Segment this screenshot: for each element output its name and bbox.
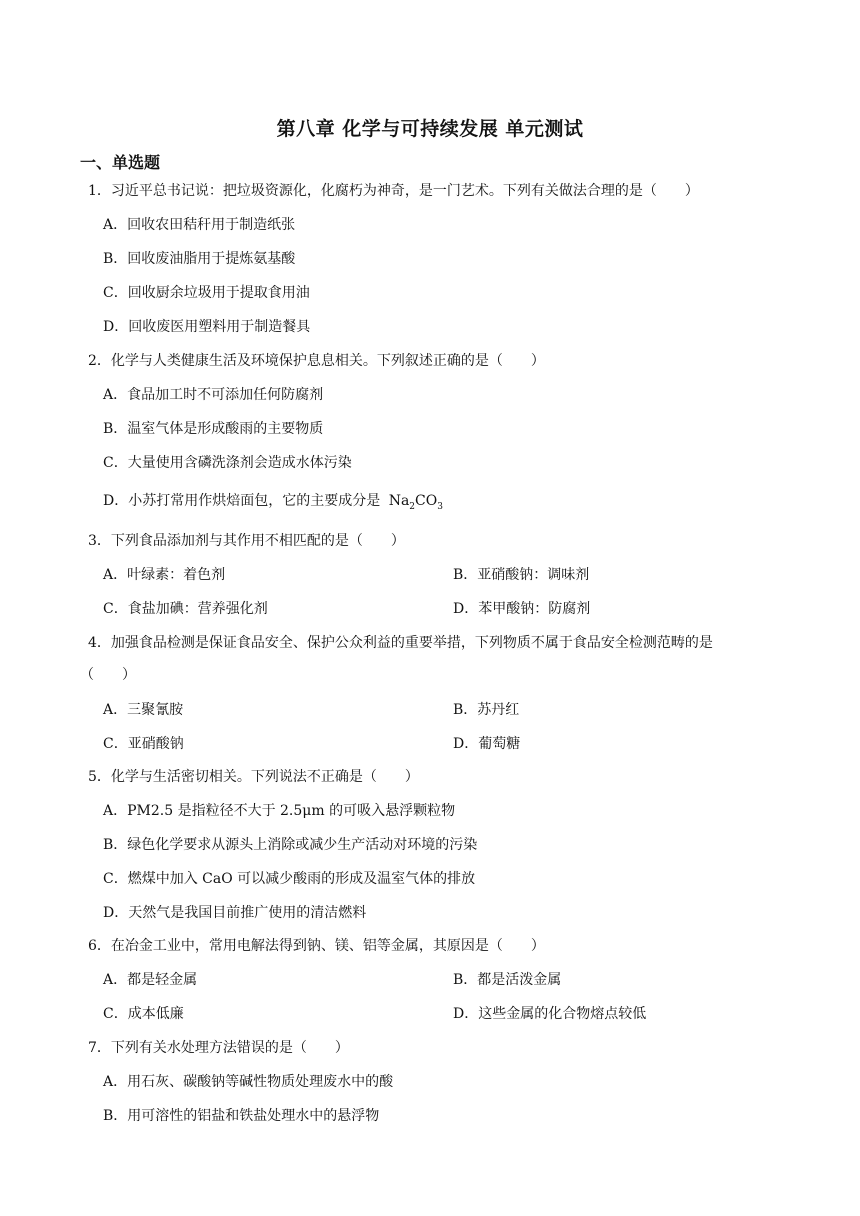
question-1-option-d: D．回收废医用塑料用于制造餐具: [103, 319, 311, 335]
question-7-option-a: A．用石灰、碳酸钠等碱性物质处理废水中的酸: [103, 1074, 394, 1090]
question-5-stem: 5．化学与生活密切相关。下列说法不正确是（ ）: [88, 769, 419, 785]
page-title: 第八章 化学与可持续发展 单元测试: [276, 118, 584, 140]
question-1-option-c: C．回收厨余垃圾用于提取食用油: [103, 285, 310, 301]
question-5-option-c: C．燃煤中加入 CaO 可以减少酸雨的形成及温室气体的排放: [103, 871, 476, 887]
question-4-option-d: D．葡萄糖: [453, 736, 521, 752]
question-6-option-c: C．成本低廉: [103, 1006, 184, 1022]
question-6-option-a: A．都是轻金属: [103, 972, 198, 988]
question-4-option-b: B．苏丹红: [453, 702, 520, 718]
question-7-stem: 7．下列有关水处理方法错误的是（ ）: [88, 1040, 349, 1056]
question-3-option-b: B．亚硝酸钠：调味剂: [453, 567, 590, 583]
question-6-stem: 6．在冶金工业中，常用电解法得到钠、镁、铝等金属，其原因是（ ）: [88, 938, 545, 954]
section-heading: 一、单选题: [80, 153, 161, 172]
chemical-formula: $Na_2CO_3$: [388, 493, 443, 512]
question-1-option-a: A．回收农田秸秆用于制造纸张: [103, 217, 296, 233]
question-2-option-d: [103, 490, 443, 512]
question-6-option-b: B．都是活泼金属: [453, 972, 562, 988]
question-3-option-a: A．叶绿素：着色剂: [103, 567, 226, 583]
question-4-stem-continued: （ ）: [80, 667, 136, 683]
question-1-option-b: B．回收废油脂用于提炼氨基酸: [103, 251, 296, 267]
question-2-stem: 2．化学与人类健康生活及环境保护息息相关。下列叙述正确的是（ ）: [88, 353, 545, 369]
question-5-option-d: D．天然气是我国目前推广使用的清洁燃料: [103, 905, 367, 921]
question-2-option-c: C．大量使用含磷洗涤剂会造成水体污染: [103, 455, 352, 471]
question-1-stem: 1．习近平总书记说：把垃圾资源化，化腐朽为神奇，是一门艺术。下列有关做法合理的是（ ）: [88, 183, 699, 199]
question-4-stem: 4．加强食品检测是保证食品安全、保护公众利益的重要举措，下列物质不属于食品安全检测范畴的是: [88, 635, 713, 651]
question-5-option-a: A．PM2.5 是指粒径不大于 2.5μm 的可吸入悬浮颗粒物: [103, 803, 456, 819]
question-6-option-d: D．这些金属的化合物熔点较低: [453, 1006, 647, 1022]
question-3-option-c: C．食盐加碘：营养强化剂: [103, 601, 268, 617]
question-4-option-a: A．三聚氰胺: [103, 702, 184, 718]
question-2-option-b: B．温室气体是形成酸雨的主要物质: [103, 421, 324, 437]
question-4-option-c: C．亚硝酸钠: [103, 736, 184, 752]
question-3-option-d: D．苯甲酸钠：防腐剂: [453, 601, 591, 617]
question-7-option-b: B．用可溶性的铝盐和铁盐处理水中的悬浮物: [103, 1108, 380, 1124]
question-2-option-a: A．食品加工时不可添加任何防腐剂: [103, 387, 324, 403]
question-5-option-b: B．绿色化学要求从源头上消除或减少生产活动对环境的污染: [103, 837, 478, 853]
question-2-option-d-text: D．小苏打常用作烘焙面包，它的主要成分是: [103, 493, 381, 509]
question-3-stem: 3．下列食品添加剂与其作用不相匹配的是（ ）: [88, 533, 405, 549]
